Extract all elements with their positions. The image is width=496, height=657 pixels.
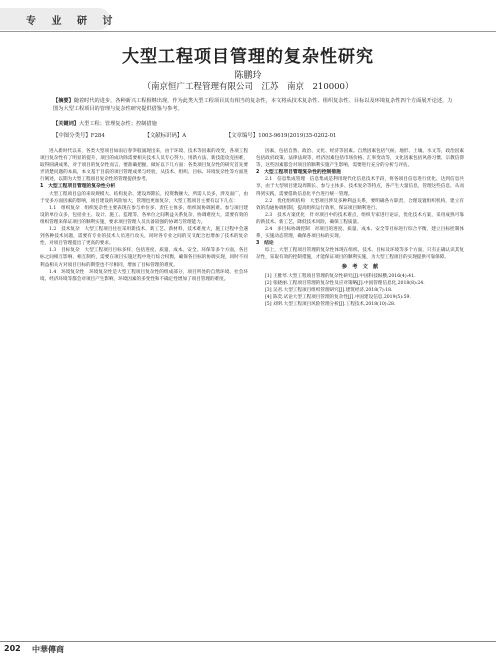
body-column-right	[256, 148, 464, 308]
clc-number: 【中图分类号】F284	[53, 133, 105, 139]
abstract	[53, 98, 453, 113]
abstract-text: 随着时代的进步，各种新兴工程相继出现，作为此类大型工程项目其有相当的复杂性，本文将从技术复杂性、组织复杂性、目标以及环境复杂性四个方面展开论述，力图为大型工程项目的管理与复杂性研究提供借鉴与参考。	[53, 98, 453, 112]
doc-code: 【文献标识码】A	[144, 133, 187, 139]
magazine-name: 中華傳商	[32, 645, 64, 654]
author: 陈鹏玲	[234, 71, 262, 81]
body-paragraph: 因素，包括自然、政治、文化、经济等因素。自然因素包括气候、地形、土壤、水文等，政治因素包括政府政策、法律法规等，经济因素包括市场价格、汇率变动等，文化因素包括风俗习惯、宗教信仰等，这些因素都会对项目的顺利实施产生影响，需要进行充分的分析与评估。	[256, 149, 464, 169]
section-heading: 3 结论	[256, 241, 274, 247]
body-paragraph: 1.1 组织复杂 组织复杂性主要表现在参与单位多、责任主体多，组织间协调困难。参与项目建设的单位众多，包括业主、设计、施工、监理等，各单位之间利益关系复杂，协调难度大，需要有效的组织管理来保证项目的顺利实施，要求项目管理人员具备较强的协调与管理能力。	[40, 205, 248, 225]
page-number: 202	[4, 644, 21, 653]
body-paragraph: 大型工程项目总的来说规模大、结构复杂、建设周期长，投资数额大、所需人员多，涉及面广，由于受多方面因素的影响，项目建设的风险加大，管理也更加复杂，大型工程项目主要有以下几点：	[40, 191, 248, 204]
column-header: 专 业 研 讨	[26, 16, 119, 27]
section-heading: 2 大型工程项目管理复杂性的控制措施	[256, 170, 341, 176]
affiliation: （南京恒广工程管理有限公司 江苏 南京 210000）	[142, 82, 354, 92]
body-column-left	[40, 148, 248, 283]
meta-line	[53, 131, 473, 139]
paper-title: 大型工程项目管理的复杂性研究	[122, 47, 374, 67]
header-divider	[0, 31, 496, 32]
footer-divider	[0, 641, 496, 642]
reference-item: [3] 吴君.大型工程项目组织管理研究[J].建筑经济,2018(7):18.	[265, 287, 393, 293]
reference-item: [1] 王雅琴.大型工程项目管理的复杂性研究[J].中国科技纵横,2016(4):41.	[265, 273, 416, 279]
body-paragraph: 1.3 目标复杂 大型工程项目目标多样，包括进度、质量、成本、安全、环保等多个方面，各目标之间相互影响、相互制约，需要在项目实施过程中进行综合权衡，确保各目标的协调实现，同时不同利益相关方对项目目标的期望也不尽相同，增加了目标管理的难度。	[40, 248, 248, 268]
body-paragraph: 2.4 多目标协调控制 对项目的进度、质量、成本、安全等目标进行综合平衡，建立目标控制体系，实施动态管理，确保各项目标的实现。	[256, 227, 464, 240]
reference-item: [2] 张晓丽.工程项目管理的复杂性及应对策略[J].中国管理信息化,2018(8):24.	[265, 280, 425, 286]
body-paragraph: 综上，大型工程项目管理的复杂性体现在组织、技术、目标及环境等多个方面，只有正确认识其复杂性，采取有效的控制措施，才能保证项目的顺利实施，为大型工程项目的实现提供可靠保障。	[256, 248, 464, 261]
references-heading: 参 考 文 献	[341, 263, 379, 270]
body-paragraph: 2.2 优化组织结构 大型项目涉及多种利益关系，要明确各方职责，合理设置组织机构，建立有效的沟通协调机制，提高组织运行效率，保证项目顺利进行。	[256, 198, 464, 211]
keywords-text: 大型工程；管理复杂性；控制措施	[78, 121, 157, 127]
abstract-label: 【摘要】	[53, 98, 74, 104]
reference-item: [5] 刘明.大型工程项目风险管理分析[J].工程技术,2018(10):28.	[265, 301, 396, 307]
section-heading: 1 大型工程项目管理的复杂性分析	[40, 184, 116, 190]
body-paragraph: 2.1 信息集成管理 信息集成是利用现代化信息技术手段，将各项目信息进行优化、达到信息共享，由于大型项目建设周期长、参与主体多、技术复杂等特点，各产生大量信息，管理这些信息，从而得到实践，需要借助信息化平台进行统一管理。	[256, 177, 464, 197]
keywords	[53, 120, 453, 127]
body-paragraph: 2.3 技术方案优化 针对项目中的技术难点，组织专家进行论证，优化技术方案，采用成熟可靠的新技术、新工艺，降低技术风险，确保工程质量。	[256, 212, 464, 225]
body-paragraph: 进入新时代以来，各类大型项目如雨后春笋般涌现出来，由于环境、技术等因素的改变，各项工程项目复杂性有了明显的提升，项目的成功除需要相关技术人员专心努力、用新方法、新技能攻克困难，取得圆满成果，对于项目的复杂性而言，要准确把握，做好以下几方面：各类项目复杂性的研究首先要弄清楚问题的本质，本文基于目前的项目管理成果与经验，从技术、组织、目标、环境复杂性等方面进行阐述，以期为大型工程项目复杂性的管理提供参考。	[40, 149, 248, 183]
keywords-label: 【关键词】	[53, 121, 79, 127]
article-number: 【文章编号】1003-9619(2019)35-0202-01	[225, 133, 337, 139]
body-paragraph: 1.2 技术复杂 大型工程项目往往采用新技术、新工艺、新材料，技术难度大，施工过程中会遇到各种技术问题，需要有专业的技术人员进行攻关，同时各专业之间的交叉配合也增加了技术的复杂性，对项目管理提出了更高的要求。	[40, 227, 248, 247]
body-paragraph: 1.4 环境复杂性 环境复杂性是大型工程项目复杂性的组成部分，项目所处的自然环境、社会环境、经济环境等都会对项目产生影响，环境因素的多变性和不确定性增加了项目管理的难度。	[40, 269, 248, 282]
reference-item: [4] 陈奕.试论大型工程项目管理的复杂性[J].中国建设信息,2019(5):59.	[265, 294, 411, 300]
